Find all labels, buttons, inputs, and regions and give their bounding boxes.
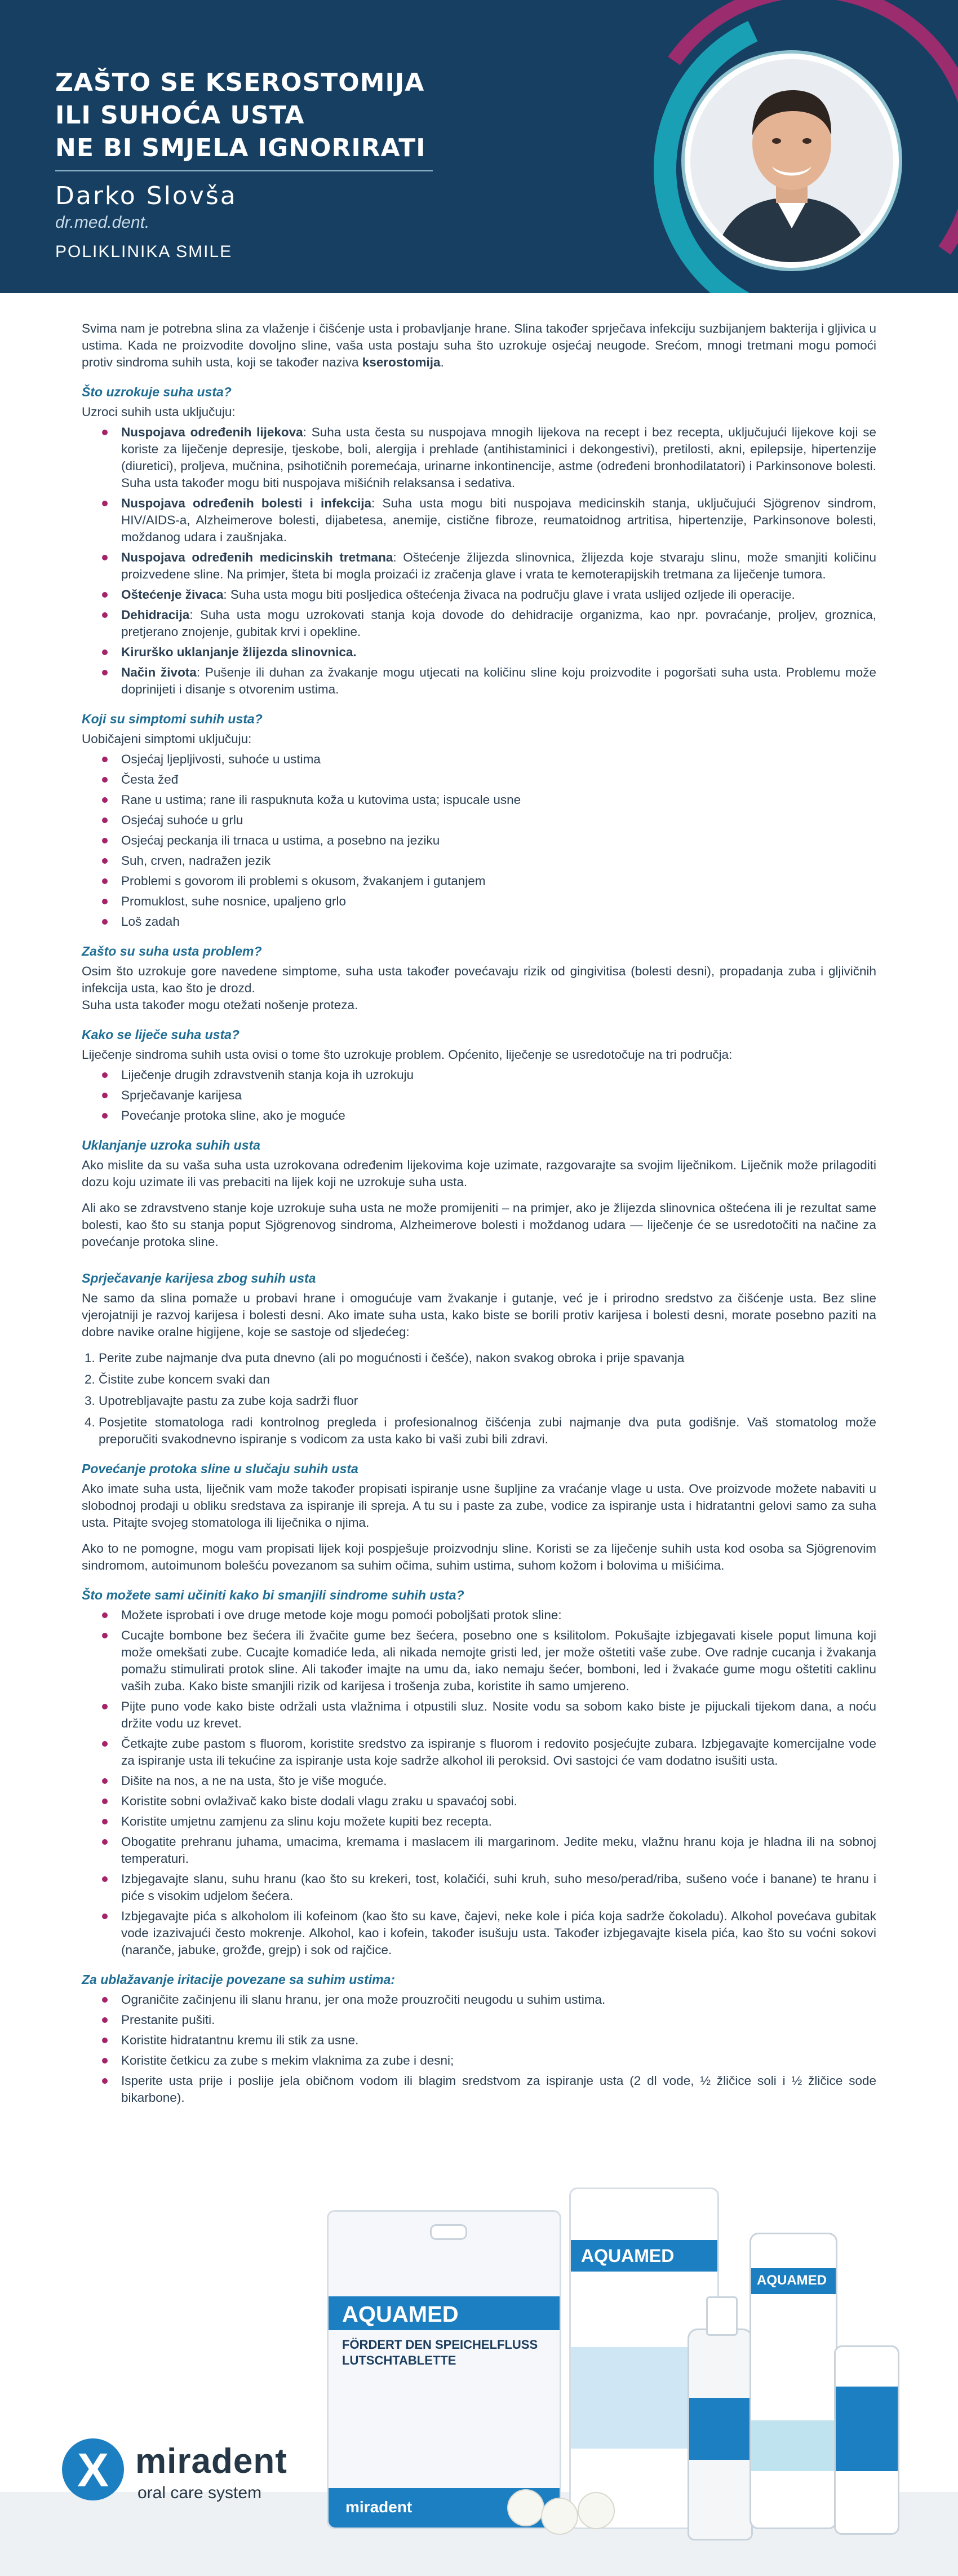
spray-cap (706, 2296, 738, 2336)
list-item: Loš zadah (121, 913, 876, 930)
author-clinic: POLIKLINIKA SMILE (55, 242, 233, 261)
flow-paragraph-1: Ako imate suha usta, liječnik vam može također propisati ispiranje usne šupljine za vraćanje vlage u usta. Ove proizvode možete nabaviti u slobodnoj prodaji u obliku sredstava za ispiranje ili spreja. A tu su i paste za zube, vodice za ispiranje usta i hidratantni gelovi samo za suha usta. Pitajte svojeg stomatologa ili liječnika o njima. (82, 1482, 876, 1530)
list-item: Sprječavanje karijesa (121, 1087, 876, 1104)
author-degree: dr.med.dent. (55, 213, 150, 232)
cause-label: Nuspojava određenih bolesti i infekcija (121, 496, 372, 510)
list-item: Osjećaj peckanja ili trnaca u ustima, a posebno na jeziku (121, 832, 876, 849)
miradent-logo-icon (62, 2438, 124, 2500)
list-item: Prestanite pušiti. (121, 2012, 876, 2029)
treatment-list (82, 1067, 876, 1124)
intro-paragraph (82, 320, 876, 371)
list-item: Dišite na nos, a ne na usta, što je više moguće. (121, 1773, 876, 1789)
tube-stripe (751, 2420, 836, 2471)
product-footer (0, 2176, 958, 2576)
list-item: Promuklost, suhe nosnice, upaljeno grlo (121, 893, 876, 910)
list-item: Česta žeđ (121, 771, 876, 788)
list-item: Povećanje protoka sline, ako je moguće (121, 1107, 876, 1124)
list-item: Cucajte bombone bez šećera ili žvačite gume bez šećera, posebno one s ksilitolom. Pokušajte izbjegavati kisele poput limuna koji može omekšati zube. Cucajte komadiće leda, ali nikada nemojte gristi led, jer može oštetiti vaše zube. Ove radnje cucanja i žvakanja pomažu stimulirati protok sline. Ali također imajte na umu da, iako nemaju šećer, bomboni, led i žvakaće gume mogu oštetiti caklinu vaših zuba. Kako biste smanjili rizik od karijesa i trošenja zuba, koristite ih samo umjereno. (121, 1627, 876, 1695)
list-item: 3. Upotrebljavajte pastu za zube koja sadrži fluor (99, 1393, 876, 1409)
list-item (121, 607, 876, 640)
article-header (0, 0, 958, 293)
author-name: Darko Slovša (55, 182, 237, 210)
problem-heading: Zašto su suha usta problem? (82, 944, 262, 958)
caries-lead: Ne samo da slina pomaže u probavi hrane i omogućuje vam žvakanje i gutanje, već je i prirodno sredstvo za čišćenje usta. Bez sline vjerojatniji je razvoj karijesa i bolesti desni. Ako imate suha usta, kako biste se borili protiv karijesa i bolesti desni, morate posebno paziti na dobre navike oralne higijene, koje se sastoje od sljedećeg: (82, 1291, 876, 1339)
spray-label (689, 2398, 751, 2460)
product-gel-tube (749, 2233, 837, 2529)
article-body (82, 320, 876, 2112)
irritation-list (82, 1991, 876, 2106)
caries-list (82, 1350, 876, 1448)
intro-term: kserostomija (362, 355, 441, 369)
causes-lead: Uzroci suhih usta uključuju: (82, 405, 236, 419)
cause-label: Oštećenje živaca (121, 587, 224, 602)
bag-text-line-2: LUTSCHTABLETTE (342, 2353, 456, 2367)
list-item: Liječenje drugih zdravstvenih stanja koja ih uzrokuju (121, 1067, 876, 1084)
list-item: Isperite usta prije i poslije jela običnom vodom ili blagim sredstvom za ispiranje usta (2 dl vode, ½ žličice soli i ½ žličice sode bikarbone). (121, 2073, 876, 2106)
causes-heading: Što uzrokuje suha usta? (82, 385, 232, 399)
list-item: 1. Perite zube najmanje dva puta dnevno (ali po mogućnosti i češće), nakon svakog obroka i prije spavanja (99, 1350, 876, 1367)
list-item (121, 586, 876, 603)
list-item: Možete isprobati i ove druge metode koje mogu pomoći poboljšati protok sline: (121, 1607, 876, 1624)
problem-paragraph-2: Suha usta također mogu otežati nošenje proteza. (82, 998, 358, 1012)
selfhelp-heading: Što možete sami učiniti kako bi smanjili sindrome suhih usta? (82, 1588, 464, 1602)
list-item: Izbjegavajte slanu, suhu hranu (kao što su krekeri, tost, kolačići, suhi kruh, suho meso/perad/riba, sušeno voće i banane) te hranu i piće s visokim udjelom šećera. (121, 1871, 876, 1905)
title-line-1: ZAŠTO SE KSEROSTOMIJA (55, 68, 425, 97)
list-item (121, 495, 876, 546)
cause-label: Dehidracija (121, 608, 190, 622)
miradent-logo-name: miradent (135, 2442, 287, 2481)
list-item (121, 664, 876, 698)
removal-paragraph-1: Ako mislite da su vaša suha usta uzrokovana određenim lijekovima koje uzimate, razgovarajte sa svojim liječnikom. Liječnik može prilagoditi dozu koju uzimate ili vas prebaciti na lijek koji ne uzrokuje suha usta. (82, 1158, 876, 1189)
box-brand: AQUAMED (581, 2246, 675, 2266)
product-tablet-tube (834, 2345, 899, 2535)
symptoms-lead: Uobičajeni simptomi uključuju: (82, 732, 252, 746)
flow-heading: Povećanje protoka sline u slučaju suhih usta (82, 1461, 358, 1476)
cause-text: : Pušenje ili duhan za žvakanje mogu utjecati na količinu sline koju proizvodite i pogoršati suha usta. Problemu može doprinijeti i disanje s otvorenim ustima. (121, 665, 876, 696)
removal-heading: Uklanjanje uzroka suhih usta (82, 1138, 260, 1152)
bag-text-line-1: FÖRDERT DEN SPEICHELFLUSS (342, 2338, 538, 2352)
article-title (55, 67, 484, 165)
cause-label: Nuspojava određenih lijekova (121, 425, 303, 439)
problem-paragraph-1: Osim što uzrokuje gore navedene simptome, suha usta također povećavaju rizik od gingivitisa (bolesti desni), propadanja zuba i gljivičnih infekcija usta, kao što je drozd. (82, 964, 876, 995)
causes-list (82, 424, 876, 698)
box-band (571, 2240, 717, 2272)
selfhelp-list (82, 1607, 876, 1959)
cause-label: Način života (121, 665, 197, 679)
list-item: 4. Posjetite stomatologa radi kontrolnog pregleda i profesionalnog čišćenja zubi najmanje dva puta godišnje. Vaš stomatolog može preporučiti svakodnevno ispiranje s vodicom za usta kako bi vaši zubi bili zdravi. (99, 1414, 876, 1448)
lozenge-tablet (541, 2498, 578, 2535)
tube-band (751, 2268, 836, 2294)
list-item: Četkajte zube pastom s fluorom, koristite sredstvo za ispiranje s fluorom i redovito posjećujte zubara. Izbjegavajte komercijalne vode za ispiranje usta ili tekućine za ispiranje usta koje sadrže alkohol ili peroksid. Ovi sastojci će vam dodatno isušiti usta. (121, 1735, 876, 1769)
title-line-2: ILI SUHOĆA USTA (55, 101, 305, 130)
author-portrait-image (690, 59, 893, 262)
list-item: Obogatite prehranu juhama, umacima, kremama i maslacem ili margarinom. Jedite meku, vlažnu hranu koja je hladna ili na sobnoj temperaturi. (121, 1833, 876, 1867)
list-item: Koristite sobni ovlaživač kako biste dodali vlagu zraku u spavaćoj sobi. (121, 1793, 876, 1810)
product-spray-bottle (688, 2328, 753, 2540)
list-item (121, 424, 876, 492)
intro-text: Svima nam je potrebna slina za vlaženje i čišćenje usta i probavljanje hrane. Slina također sprječava infekciju suzbijanjem bakterija i gljivica u ustima. Kada ne proizvodite dovoljno sline, vaša usta postaju suha što uzrokuje osjećaj neugode. Srećom, mnogi tretmani mogu pomoći protiv sindroma suhih usta, koji se također naziva (82, 321, 876, 369)
product-lozenge-bag (327, 2210, 561, 2529)
miradent-logo-tagline: oral care system (138, 2484, 262, 2502)
removal-paragraph-2: Ali ako se zdravstveno stanje koje uzrokuje suha usta ne može promijeniti – na primjer, ako je žlijezda slinovnica oštećena ili je rezultat same bolesti, kao što su stanja poput Sjögrenovog sindroma, Alzheimerove bolesti i moždanog udara — liječenje će se usredotočiti na načine za povećanje protoka sline. (82, 1201, 876, 1249)
list-item (121, 549, 876, 583)
intro-end: . (440, 355, 444, 369)
logo-mark-letter: X (77, 2444, 109, 2497)
symptoms-heading: Koji su simptomi suhih usta? (82, 712, 263, 726)
flow-paragraph-2: Ako to ne pomogne, mogu vam propisati lijek koji pospješuje proizvodnju sline. Koristi se za liječenje suhih usta kod osoba sa Sjögrenovim sindromom, autoimunom bolešću povezanom sa suhim očima, suhim ustima, suhom kožom i bolovima u mišićima. (82, 1541, 876, 1572)
bag-brand: AQUAMED (342, 2302, 459, 2327)
list-item: Osjećaj suhoće u grlu (121, 812, 876, 829)
title-divider (55, 170, 433, 171)
cause-text: : Suha usta mogu uzrokovati stanja koja dovode do dehidracije organizma, kao npr. povraćanje, proljev, groznica, pretjerano znojenje, gubitak krvi i opekline. (121, 608, 876, 639)
cause-label: Nuspojava određenih medicinskih tretmana (121, 550, 393, 564)
lozenge-tablet (507, 2489, 544, 2526)
bag-hang-hole (430, 2224, 467, 2240)
list-item: Koristite četkicu za zube s mekim vlaknima za zube i desni; (121, 2052, 876, 2069)
author-photo (685, 54, 899, 268)
list-item: Rane u ustima; rane ili raspuknuta koža u kutovima usta; ispucale usne (121, 792, 876, 808)
list-item: Osjećaj ljepljivosti, suhoće u ustima (121, 751, 876, 768)
bag-footer-brand: miradent (345, 2498, 413, 2516)
tube-brand: AQUAMED (757, 2273, 827, 2288)
cause-text: : Suha usta česta su nuspojava mnogih lijekova na recept i bez recepta, uključujući lijekove koji se koriste za liječenje depresije, tjeskobe, boli, alergija i prehlade (antihistaminici i dekongestivi), pretilosti, akni, epilepsije, hipertenzije (diuretici), proljeva, mučnina, psihotičnih poremećaja, urinarne inkontinencije, astme (određeni bronhodilatatori) i Parkinsonove bolesti. Suha usta također mogu biti nuspojava mišićnih relaksansa i sedativa. (121, 425, 877, 490)
list-item: Koristite hidratantnu kremu ili stik za usne. (121, 2032, 876, 2049)
list-item: Ograničite začinjenu ili slanu hranu, jer ona može prouzročiti neugodu u suhim ustima. (121, 1991, 876, 2008)
cause-text: : Oštećenje žlijezda slinovnica, žlijezda koje stvaraju slinu, može smanjiti količinu proizvedene sline. Na primjer, šteta bi mogla proizaći iz zračenja glave i vrata te kemoterapijskih tretmana za liječenje tumora. (121, 550, 876, 581)
caries-heading: Sprječavanje karijesa zbog suhih usta (82, 1271, 316, 1285)
title-line-3: NE BI SMJELA IGNORIRATI (55, 134, 426, 162)
irritation-heading: Za ublažavanje iritacije povezane sa suhim ustima: (82, 1972, 396, 1987)
lozenge-tablet (578, 2492, 615, 2529)
cause-label: Kirurško uklanjanje žlijezda slinovnica. (121, 645, 357, 659)
list-item: Izbjegavajte pića s alkoholom ili kofeinom (kao što su kave, čajevi, neke kole i pića koja sadrže čokoladu). Alkohol povećava gubitak vode izazivajući često mokrenje. Alkohol, kao i kofein, također isušuju usta. Također izbjegavajte kisela pića, kao što su voćni sokovi (naranče, jabuke, grožđe, grejp) i sok od rajčice. (121, 1908, 876, 1959)
symptoms-list (82, 751, 876, 930)
treatment-lead: Liječenje sindroma suhih usta ovisi o tome što uzrokuje problem. Općenito, liječenje se usredotočuje na tri područja: (82, 1048, 733, 1062)
list-item: Problemi s govorom ili problemi s okusom, žvakanjem i gutanjem (121, 873, 876, 890)
bag-text (342, 2337, 538, 2369)
cylinder-band (836, 2387, 898, 2471)
list-item: 2. Čistite zube koncem svaki dan (99, 1371, 876, 1388)
cause-text: : Suha usta mogu biti posljedica oštećenja živaca na području glave i vrata uslijed ozljede ili operacije. (223, 587, 795, 602)
list-item (121, 644, 876, 661)
list-item: Koristite umjetnu zamjenu za slinu koju možete kupiti bez recepta. (121, 1813, 876, 1830)
cause-text: : Suha usta mogu biti nuspojava medicinskih stanja, uključujući Sjögrenov sindrom, HIV/AIDS-a, Alzheimerove bolesti, dijabetesa, anemije, cistične fibroze, reumatoidnog artritisa, hipertenzije, Parkinsonove bolesti, moždanog udara i zaušnjaka. (121, 496, 876, 544)
treatment-heading: Kako se liječe suha usta? (82, 1027, 239, 1042)
list-item: Pijte puno vode kako biste održali usta vlažnima i otpustili sluz. Nosite vodu sa sobom kako biste je pijuckali tijekom dana, a noću držite vodu uz krevet. (121, 1698, 876, 1732)
list-item: Suh, crven, nadražen jezik (121, 852, 876, 869)
